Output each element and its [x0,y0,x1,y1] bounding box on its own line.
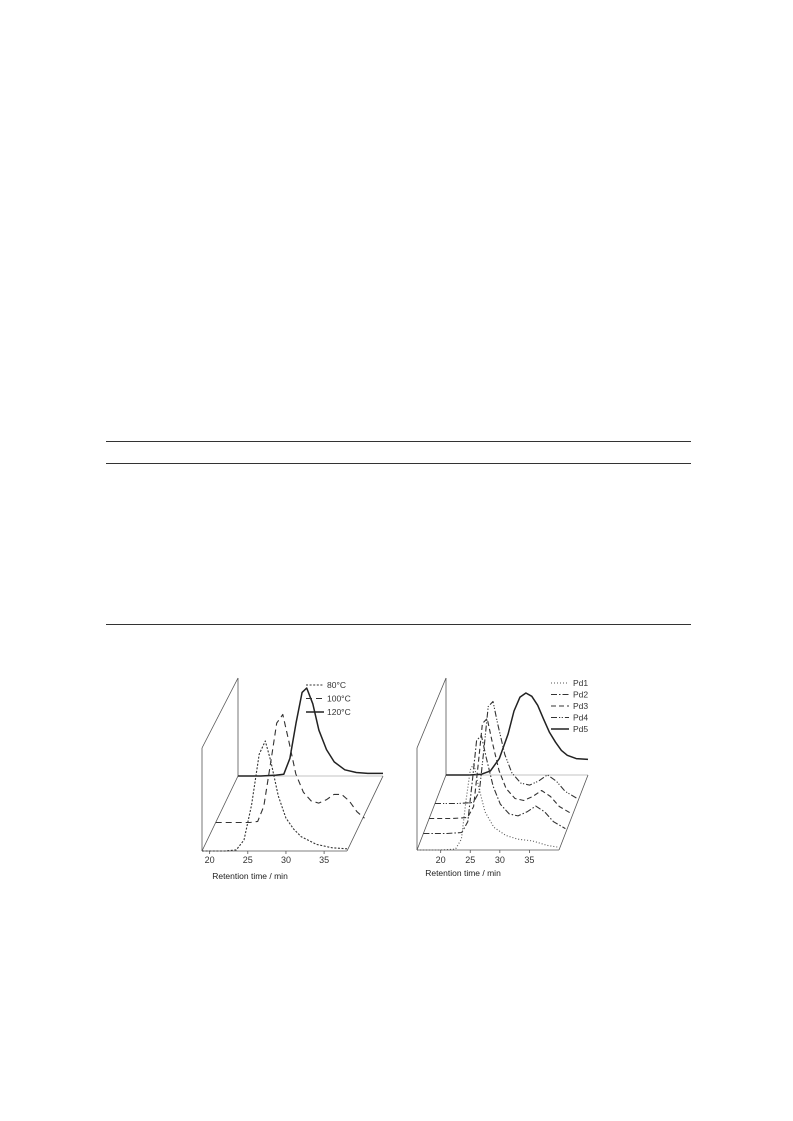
series-line-120c [238,688,383,776]
legend-label: Pd1 [573,678,589,688]
left-wall-top-edge [202,678,238,748]
legend-label: Pd5 [573,724,589,734]
x-tick-label: 30 [494,855,505,865]
table-top-rule [106,441,691,442]
legend-label: 80°C [327,680,346,690]
legend-label: 100°C [327,693,351,704]
x-tick-label: 20 [435,855,446,865]
chart-svg-temperature [200,670,395,882]
legend-label: Pd3 [573,701,589,711]
x-tick-label: 35 [524,855,535,865]
x-axis-title: Retention time / min [212,871,288,881]
legend-label: 120°C [327,707,351,717]
floor-left-edge [202,776,238,851]
left-wall-top-edge [417,678,446,748]
gpc-chart-temperature [200,670,395,882]
x-tick-label: 25 [242,855,253,865]
x-tick-label: 35 [319,855,330,865]
x-tick-label: 25 [465,855,476,865]
x-tick-label: 30 [280,855,291,865]
legend-label: Pd2 [573,689,589,700]
legend-label: Pd4 [573,712,589,723]
x-axis-title: Retention time / min [425,868,501,878]
chart-frame [417,678,588,850]
chart-frame [202,678,383,851]
x-tick-label: 20 [204,855,215,865]
table-bottom-rule [106,624,691,625]
series-line-pd4 [435,702,577,804]
gpc-chart-catalyst [413,670,608,882]
floor-left-edge [417,775,446,850]
table-header-rule [106,463,691,464]
series-line-pd5 [446,693,588,775]
chart-svg-catalyst [413,670,608,882]
floor-right-edge [347,776,383,851]
floor-right-edge [559,775,588,850]
series-line-pd2 [423,736,565,834]
series-line-80c [202,741,347,851]
